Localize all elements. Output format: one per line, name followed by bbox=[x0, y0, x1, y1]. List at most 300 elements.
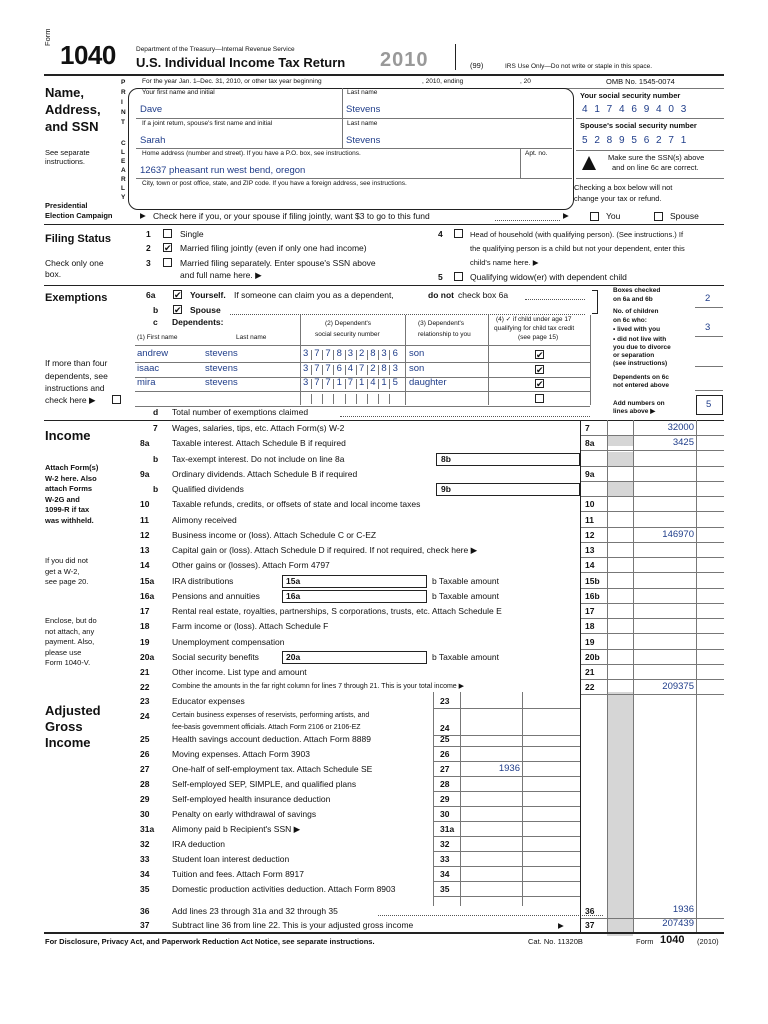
campaign-text: Check here if you, or your spouse if filing jointly, want $3 to go to this fund bbox=[153, 211, 430, 221]
see-separate-instructions: See separate bbox=[45, 148, 90, 157]
income-line-label: Qualified dividends bbox=[172, 484, 244, 494]
city-state-zip-label: City, town or post office, state, and ZIP code. If you have a foreign address, see instructions. bbox=[142, 180, 407, 187]
box-label: 9a bbox=[585, 468, 595, 479]
children-label: on 6c who: bbox=[613, 317, 647, 324]
children-label: No. of children bbox=[613, 308, 659, 315]
head-household-label: Head of household (with qualifying person). (See instructions.) If bbox=[470, 230, 684, 239]
agi-line-label: One-half of self-employment tax. Attach Schedule SE bbox=[172, 764, 373, 774]
line-number: 7 bbox=[153, 423, 158, 433]
child-tax-credit-checkbox[interactable]: ✔ bbox=[536, 379, 544, 389]
widow-checkbox[interactable] bbox=[454, 272, 463, 281]
agi-line-label: Tuition and fees. Attach Form 8917 bbox=[172, 869, 304, 879]
campaign-you-label: You bbox=[606, 211, 621, 221]
campaign-arrow-icon: ▶ bbox=[563, 211, 569, 220]
amount-input[interactable] bbox=[282, 651, 427, 664]
box-label: 36 bbox=[585, 906, 595, 916]
dependent-ssn-digit[interactable]: 7 bbox=[347, 377, 354, 388]
omb-number: OMB No. 1545-0074 bbox=[606, 77, 675, 86]
last-name-value[interactable]: Stevens bbox=[346, 104, 381, 115]
line-number: 20a bbox=[140, 651, 155, 662]
line-number: 25 bbox=[140, 734, 150, 744]
amount-input[interactable] bbox=[436, 483, 580, 496]
dependents-not-entered-label: not entered above bbox=[613, 382, 669, 389]
box-label: 35 bbox=[440, 884, 450, 894]
dependent-ssn-digit[interactable]: 4 bbox=[347, 362, 354, 374]
see-separate-instructions: instructions. bbox=[45, 157, 86, 166]
did-not-live-label: you due to divorce bbox=[613, 344, 671, 351]
more-dependents-checkbox[interactable] bbox=[112, 395, 121, 404]
line-number: 35 bbox=[140, 884, 150, 894]
box-label: 16b bbox=[585, 590, 600, 601]
line-number: 10 bbox=[140, 499, 150, 510]
clearly-letter: L bbox=[121, 149, 125, 156]
line-number: 26 bbox=[140, 749, 150, 759]
married-jointly-checkbox[interactable]: ✔ bbox=[164, 243, 172, 253]
agi-heading-text: Gross bbox=[45, 719, 83, 734]
dep-col-header: social security number bbox=[315, 331, 380, 338]
married-separately-label: and full name here. ▶ bbox=[180, 270, 262, 280]
line-number: 18 bbox=[140, 621, 150, 632]
check-only-one: Check only one bbox=[45, 258, 104, 268]
agi-line-label: Certain business expenses of reservists, performing artists, and bbox=[172, 712, 370, 719]
agi-line-label: Domestic production activities deduction. Attach Form 8903 bbox=[172, 884, 396, 894]
presidential-label: Election Campaign bbox=[45, 211, 113, 220]
box-label: 10 bbox=[585, 499, 595, 510]
box-label: 9b bbox=[441, 484, 451, 494]
agi-line-label: Alimony paid b Recipient's SSN ▶ bbox=[172, 824, 301, 834]
box-label: 8a bbox=[585, 438, 595, 449]
sequence-number: (99) bbox=[470, 61, 484, 70]
box-label: 15a bbox=[286, 575, 301, 586]
dependent-ssn-digit[interactable]: 5 bbox=[392, 377, 398, 388]
tax-year-comma20: , 20 bbox=[520, 78, 531, 85]
print-letter: R bbox=[121, 89, 126, 96]
filing-option-number: 1 bbox=[146, 229, 151, 239]
spouse-first-name-value[interactable]: Sarah bbox=[140, 135, 166, 146]
boxes-checked-label: Boxes checked bbox=[613, 287, 661, 294]
line-number: 11 bbox=[140, 514, 149, 525]
dependent-first-name[interactable]: isaac bbox=[137, 362, 160, 374]
dependent-ssn-digit[interactable]: 2 bbox=[370, 362, 376, 374]
dependent-last-name[interactable]: stevens bbox=[205, 377, 238, 388]
income-line-value[interactable]: 3425 bbox=[672, 437, 694, 449]
income-line-label: Wages, salaries, tips, etc. Attach Form(s) W-2 bbox=[172, 423, 345, 433]
line-number: 15a bbox=[140, 575, 155, 586]
agi-line-label: Health savings account deduction. Attach Form 8889 bbox=[172, 734, 371, 744]
agi-line-label: Educator expenses bbox=[172, 696, 245, 706]
arrow-icon: ▶ bbox=[558, 921, 564, 930]
income-line-label: Alimony received bbox=[172, 514, 237, 525]
child-tax-credit-checkbox[interactable]: ✔ bbox=[536, 350, 544, 360]
irs-use-only: IRS Use Only—Do not write or staple in this space. bbox=[505, 63, 653, 70]
married-jointly-label: Married filing jointly (even if only one had income) bbox=[180, 243, 367, 253]
line-number: 8a bbox=[140, 438, 150, 449]
home-address-value[interactable]: 12637 pheasant run west bend, oregon bbox=[140, 165, 306, 176]
dependent-ssn-digit[interactable]: 3 bbox=[303, 377, 309, 388]
income-side-note: please use bbox=[45, 647, 82, 657]
box-label: 17 bbox=[585, 606, 595, 616]
child-tax-credit-checkbox[interactable] bbox=[535, 394, 544, 403]
filing-option-number: 4 bbox=[438, 229, 443, 239]
dependent-ssn-digit[interactable]: 3 bbox=[303, 348, 309, 359]
tax-year-ending: , 2010, ending bbox=[422, 78, 464, 85]
dep-col-header: (2) Dependent's bbox=[325, 320, 372, 327]
dependent-ssn-digit[interactable]: 7 bbox=[325, 362, 331, 374]
box-label: 15b bbox=[585, 575, 600, 586]
line-37-value[interactable]: 207439 bbox=[662, 918, 694, 929]
ssn-label: Your social security number bbox=[580, 91, 681, 100]
disclosure-notice: For Disclosure, Privacy Act, and Paperwork Reduction Act Notice, see separate instructions. bbox=[45, 937, 375, 946]
form-label-vertical: Form bbox=[43, 28, 52, 46]
dep-col-header: (1) First name bbox=[137, 334, 178, 341]
line-number: 13 bbox=[140, 545, 150, 555]
campaign-you-checkbox[interactable] bbox=[590, 212, 599, 221]
box-label: 29 bbox=[440, 794, 450, 804]
income-line-value[interactable]: 146970 bbox=[662, 528, 694, 540]
footer-form-number: 1040 bbox=[660, 934, 685, 946]
income-side-note: Form 1040-V. bbox=[45, 658, 91, 667]
filing-option-number: 3 bbox=[146, 258, 151, 268]
clearly-letter: Y bbox=[121, 194, 126, 201]
line-number: 9a bbox=[140, 468, 150, 479]
dependent-ssn-digit[interactable]: 4 bbox=[370, 377, 376, 388]
filing-status-heading: Filing Status bbox=[45, 233, 111, 245]
line-number: 36 bbox=[140, 906, 150, 916]
name-section-heading: and SSN bbox=[45, 119, 99, 134]
last-name-label: Last name bbox=[347, 89, 378, 96]
more-dependents-note: dependents, see bbox=[45, 371, 108, 381]
line-number: 29 bbox=[140, 794, 150, 804]
yourself-checkbox[interactable]: ✔ bbox=[174, 290, 182, 300]
line-number: 14 bbox=[140, 560, 150, 571]
spouse-last-name-label: Last name bbox=[347, 120, 378, 127]
spouse-ssn-label: Spouse's social security number bbox=[580, 121, 697, 130]
income-side-note: see page 20. bbox=[45, 577, 89, 586]
dependent-relationship[interactable]: son bbox=[409, 348, 425, 359]
exemptions-heading: Exemptions bbox=[45, 292, 108, 304]
income-side-note: W-2G and bbox=[45, 494, 80, 504]
box-label: 16a bbox=[286, 590, 301, 601]
dependent-ssn-digit[interactable]: 7 bbox=[314, 348, 320, 359]
clearly-letter: L bbox=[121, 185, 125, 192]
print-letter: T bbox=[121, 119, 125, 126]
income-line-label: Other gains or (losses). Attach Form 4797 bbox=[172, 560, 330, 571]
agi-heading-text: Income bbox=[45, 735, 91, 750]
lived-with-label: • lived with you bbox=[613, 326, 661, 333]
income-side-note: 1099-R if tax bbox=[45, 505, 90, 514]
agi-line-value[interactable]: 1936 bbox=[498, 763, 520, 774]
income-line-label: Other income. List type and amount bbox=[172, 667, 307, 677]
income-line-label: Taxable refunds, credits, or offsets of state and local income taxes bbox=[172, 499, 421, 510]
check-box-6a-label: check box 6a bbox=[458, 290, 509, 300]
box-label: 34 bbox=[440, 869, 450, 879]
agi-line-label: Student loan interest deduction bbox=[172, 854, 290, 864]
tax-year-line: For the year Jan. 1–Dec. 31, 2010, or other tax year beginning bbox=[142, 78, 322, 85]
line-number: 23 bbox=[140, 696, 150, 706]
apt-number-label: Apt. no. bbox=[525, 150, 548, 157]
income-line-label: IRA distributions bbox=[172, 575, 234, 586]
dependent-ssn-digit[interactable]: 3 bbox=[347, 348, 354, 359]
spouse-last-name-value[interactable]: Stevens bbox=[346, 135, 381, 146]
box-label: 21 bbox=[585, 667, 595, 677]
campaign-spouse-label: Spouse bbox=[670, 211, 699, 221]
dependent-ssn-digit[interactable]: 3 bbox=[381, 348, 387, 359]
add-numbers-label: Add numbers on bbox=[613, 400, 665, 407]
income-line-label: Pensions and annuities bbox=[172, 590, 260, 601]
line-number: b bbox=[153, 305, 159, 315]
child-tax-credit-checkbox[interactable]: ✔ bbox=[536, 364, 544, 375]
dependent-ssn-digit[interactable]: 3 bbox=[392, 362, 398, 374]
ssn-note: and on line 6c are correct. bbox=[612, 163, 699, 172]
income-line-label: Rental real estate, royalties, partnerships, S corporations, trusts, etc. Attach Schedule E bbox=[172, 606, 502, 616]
line-number: 28 bbox=[140, 779, 150, 789]
line-number: c bbox=[153, 317, 158, 327]
box-label: 23 bbox=[440, 696, 450, 706]
married-separately-label: Married filing separately. Enter spouse's SSN above bbox=[180, 258, 376, 268]
name-section-heading: Name, bbox=[45, 85, 85, 100]
more-dependents-note: If more than four bbox=[45, 358, 108, 368]
line-number: 22 bbox=[140, 682, 150, 693]
dependent-ssn-digit[interactable]: 1 bbox=[359, 377, 365, 388]
warning-triangle-icon bbox=[582, 156, 596, 170]
dependent-ssn-digit[interactable]: 3 bbox=[303, 362, 309, 374]
dependent-ssn-digit[interactable]: 7 bbox=[325, 348, 331, 359]
do-not-label: do not bbox=[428, 290, 454, 300]
amount-input[interactable] bbox=[282, 575, 427, 588]
dependent-row bbox=[135, 377, 590, 391]
agi-line-label: Penalty on early withdrawal of savings bbox=[172, 809, 317, 819]
income-line-label: Tax-exempt interest. Do not include on line 8a bbox=[172, 453, 345, 464]
head-household-checkbox[interactable] bbox=[454, 229, 463, 238]
did-not-live-label: or separation bbox=[613, 352, 655, 359]
campaign-spouse-checkbox[interactable] bbox=[654, 212, 663, 221]
dependent-first-name[interactable]: mira bbox=[137, 377, 156, 388]
dependent-ssn-digit[interactable]: 1 bbox=[381, 377, 387, 388]
dependent-row bbox=[135, 363, 590, 377]
box-label: 20b bbox=[585, 651, 600, 662]
box-label: 12 bbox=[585, 529, 595, 540]
agi-line-label: Self-employed SEP, SIMPLE, and qualified plans bbox=[172, 779, 357, 789]
taxable-amount-label: b Taxable amount bbox=[432, 651, 499, 662]
dependent-ssn-digit[interactable]: 8 bbox=[336, 348, 342, 359]
filing-option-number: 5 bbox=[438, 272, 443, 282]
dependent-ssn-digit[interactable]: 7 bbox=[325, 377, 331, 388]
more-dependents-note: check here ▶ bbox=[45, 395, 96, 405]
total-exemptions-value: 5 bbox=[706, 399, 712, 410]
line-number: 30 bbox=[140, 809, 150, 819]
ssn-note: Make sure the SSN(s) above bbox=[608, 153, 705, 162]
line-36-label: Add lines 23 through 31a and 32 through 35 bbox=[172, 906, 338, 916]
box-label: 28 bbox=[440, 779, 450, 789]
line-37-label: Subtract line 36 from line 22. This is your adjusted gross income bbox=[172, 920, 414, 930]
income-side-note: get a W-2, bbox=[45, 566, 80, 576]
dep-col-header: relationship to you bbox=[418, 331, 471, 338]
agi-line-label: fee-basis government officials. Attach Form 2106 or 2106-EZ bbox=[172, 724, 361, 731]
checking-note: Checking a box below will not bbox=[574, 183, 673, 192]
income-side-note: payment. Also, bbox=[45, 637, 95, 646]
dependent-first-name[interactable]: andrew bbox=[137, 348, 169, 359]
boxes-checked-value[interactable]: 2 bbox=[705, 293, 711, 304]
dependent-ssn-digit[interactable]: 7 bbox=[314, 362, 320, 374]
box-label: 32 bbox=[440, 839, 450, 849]
widow-label: Qualifying widow(er) with dependent child bbox=[470, 272, 627, 282]
line-number: b bbox=[153, 484, 159, 494]
income-line-value[interactable]: 209375 bbox=[662, 681, 694, 693]
print-letter: I bbox=[121, 99, 123, 106]
box-label: 13 bbox=[585, 545, 595, 555]
box-label: 26 bbox=[440, 749, 450, 759]
first-name-label: Your first name and initial bbox=[142, 89, 215, 96]
footer-year: (2010) bbox=[697, 937, 719, 946]
tax-year: 2010 bbox=[380, 49, 429, 71]
box-label: 25 bbox=[440, 734, 450, 744]
box-label: 33 bbox=[440, 854, 450, 864]
agi-line-label: Self-employed health insurance deduction bbox=[172, 794, 331, 804]
line-36-value[interactable]: 1936 bbox=[672, 904, 694, 915]
dependent-relationship[interactable]: daughter bbox=[409, 377, 447, 388]
dependent-row bbox=[135, 348, 590, 362]
dep-col-header: qualifying for child tax credit bbox=[494, 325, 575, 332]
catalog-number: Cat. No. 11320B bbox=[528, 937, 583, 946]
line-number: 21 bbox=[140, 667, 150, 677]
income-line-label: Capital gain or (loss). Attach Schedule D if required. If not required, check here ▶ bbox=[172, 545, 478, 555]
clearly-letter: R bbox=[121, 176, 126, 183]
dependent-ssn-digit[interactable]: 8 bbox=[381, 362, 387, 374]
amount-input[interactable] bbox=[436, 453, 580, 466]
box-label: 7 bbox=[585, 423, 590, 433]
taxable-amount-label: b Taxable amount bbox=[432, 590, 499, 601]
line-number: 34 bbox=[140, 869, 150, 879]
yourself-desc: If someone can claim you as a dependent, bbox=[234, 290, 394, 300]
line-number: 33 bbox=[140, 854, 150, 864]
dependent-ssn-digit[interactable]: 1 bbox=[336, 377, 342, 388]
did-not-live-label: (see instructions) bbox=[613, 360, 668, 367]
line-number: 27 bbox=[140, 764, 150, 774]
dependent-relationship[interactable]: son bbox=[409, 362, 425, 374]
amount-input[interactable] bbox=[282, 590, 427, 603]
dependents-not-entered-label: Dependents on 6c bbox=[613, 374, 669, 381]
lived-with-value[interactable]: 3 bbox=[705, 322, 711, 333]
box-label: 24 bbox=[440, 723, 450, 733]
head-household-label: the qualifying person is a child but not your dependent, enter this bbox=[470, 244, 685, 253]
income-line-label: Social security benefits bbox=[172, 651, 259, 662]
line-number: 32 bbox=[140, 839, 150, 849]
box-label: 31a bbox=[440, 824, 455, 834]
ssn-value[interactable]: 4 1 7 4 6 9 4 0 3 bbox=[582, 104, 689, 115]
department-label: Department of the Treasury—Internal Revenue Service bbox=[136, 46, 295, 53]
dependent-last-name[interactable]: stevens bbox=[205, 348, 238, 359]
box-label: 20a bbox=[286, 651, 301, 662]
dep-col-header: (4) ✓ if child under age 17 bbox=[496, 316, 572, 323]
spouse-ssn-value[interactable]: 5 2 8 9 5 6 2 7 1 bbox=[582, 135, 689, 146]
single-checkbox[interactable] bbox=[163, 229, 172, 238]
dep-col-header: Last name bbox=[236, 334, 267, 341]
box-label: 27 bbox=[440, 764, 450, 774]
footer-form-label: Form bbox=[636, 937, 654, 946]
box-label: 8b bbox=[441, 453, 451, 464]
did-not-live-label: • did not live with bbox=[613, 336, 667, 343]
income-line-label: Unemployment compensation bbox=[172, 636, 285, 647]
income-line-label: Business income or (loss). Attach Schedule C or C-EZ bbox=[172, 529, 377, 540]
filing-option-number: 2 bbox=[146, 243, 151, 253]
income-side-note: not attach, any bbox=[45, 626, 95, 636]
agi-line-label: Moving expenses. Attach Form 3903 bbox=[172, 749, 310, 759]
income-line-label: Combine the amounts in the far right column for lines 7 through 21. This is your total income ▶ bbox=[172, 683, 465, 691]
dependent-ssn-digit[interactable]: 6 bbox=[392, 348, 398, 359]
print-letter: N bbox=[121, 109, 126, 116]
line-number: 37 bbox=[140, 920, 150, 930]
clearly-letter: E bbox=[121, 158, 126, 165]
clearly-letter: C bbox=[121, 140, 126, 147]
single-label: Single bbox=[180, 229, 204, 239]
check-only-one: box. bbox=[45, 269, 62, 279]
line-number: 17 bbox=[140, 606, 150, 616]
dependent-last-name[interactable]: stevens bbox=[205, 362, 238, 374]
spouse-checkbox[interactable]: ✔ bbox=[174, 305, 182, 315]
line-number: 6a bbox=[146, 290, 156, 300]
married-separately-checkbox[interactable] bbox=[163, 258, 172, 267]
dep-col-header: (see page 15) bbox=[518, 334, 559, 341]
dependent-row bbox=[135, 392, 590, 406]
dependent-ssn-digit[interactable]: 2 bbox=[359, 348, 365, 359]
income-side-note: Attach Form(s) bbox=[45, 463, 99, 472]
add-numbers-label: lines above ▶ bbox=[613, 408, 656, 415]
dependent-ssn-digit[interactable]: 7 bbox=[314, 377, 320, 388]
income-side-note: was withheld. bbox=[45, 515, 94, 525]
box-label: 14 bbox=[585, 560, 595, 571]
checking-note: change your tax or refund. bbox=[574, 194, 662, 203]
income-line-label: Taxable interest. Attach Schedule B if required bbox=[172, 438, 346, 449]
box-label: 11 bbox=[585, 514, 594, 525]
income-line-value[interactable]: 32000 bbox=[667, 422, 694, 433]
campaign-arrow-icon: ▶ bbox=[140, 211, 146, 220]
dependent-ssn-digit[interactable]: 8 bbox=[370, 348, 376, 359]
line-number: 16a bbox=[140, 590, 155, 601]
print-letter: P bbox=[121, 79, 126, 86]
line-number: d bbox=[153, 407, 159, 417]
dependent-ssn-digit[interactable]: 6 bbox=[336, 362, 342, 374]
income-line-label: Ordinary dividends. Attach Schedule B if required bbox=[172, 468, 358, 479]
income-side-note: W-2 here. Also bbox=[45, 473, 97, 483]
income-side-note: Enclose, but do bbox=[45, 616, 97, 625]
income-heading: Income bbox=[45, 428, 91, 443]
agi-line-label: IRA deduction bbox=[172, 839, 225, 849]
clearly-letter: A bbox=[121, 167, 126, 174]
spouse-first-name-label: If a joint return, spouse's first name and initial bbox=[142, 120, 273, 127]
dependent-ssn-digit[interactable]: 7 bbox=[359, 362, 365, 374]
dependents-label: Dependents: bbox=[172, 317, 224, 327]
head-household-label: child's name here. ▶ bbox=[470, 258, 539, 267]
presidential-label: Presidential bbox=[45, 201, 88, 210]
line-number: 24 bbox=[140, 711, 150, 721]
form-title: U.S. Individual Income Tax Return bbox=[136, 55, 346, 70]
yourself-label: Yourself. bbox=[190, 290, 226, 300]
spouse-exemption-label: Spouse bbox=[190, 305, 221, 315]
agi-heading-text: Adjusted bbox=[45, 703, 101, 718]
line-number: 19 bbox=[140, 636, 150, 647]
box-label: 37 bbox=[585, 920, 595, 930]
income-side-note: If you did not bbox=[45, 556, 88, 565]
line-number: 12 bbox=[140, 529, 150, 540]
more-dependents-note: instructions and bbox=[45, 383, 105, 393]
income-side-note: attach Forms bbox=[45, 484, 93, 493]
box-label: 22 bbox=[585, 682, 595, 693]
total-exemptions-label: Total number of exemptions claimed bbox=[172, 407, 309, 417]
box-label: 30 bbox=[440, 809, 450, 819]
boxes-checked-label: on 6a and 6b bbox=[613, 296, 653, 303]
first-name-value[interactable]: Dave bbox=[140, 104, 163, 115]
box-label: 19 bbox=[585, 636, 595, 647]
